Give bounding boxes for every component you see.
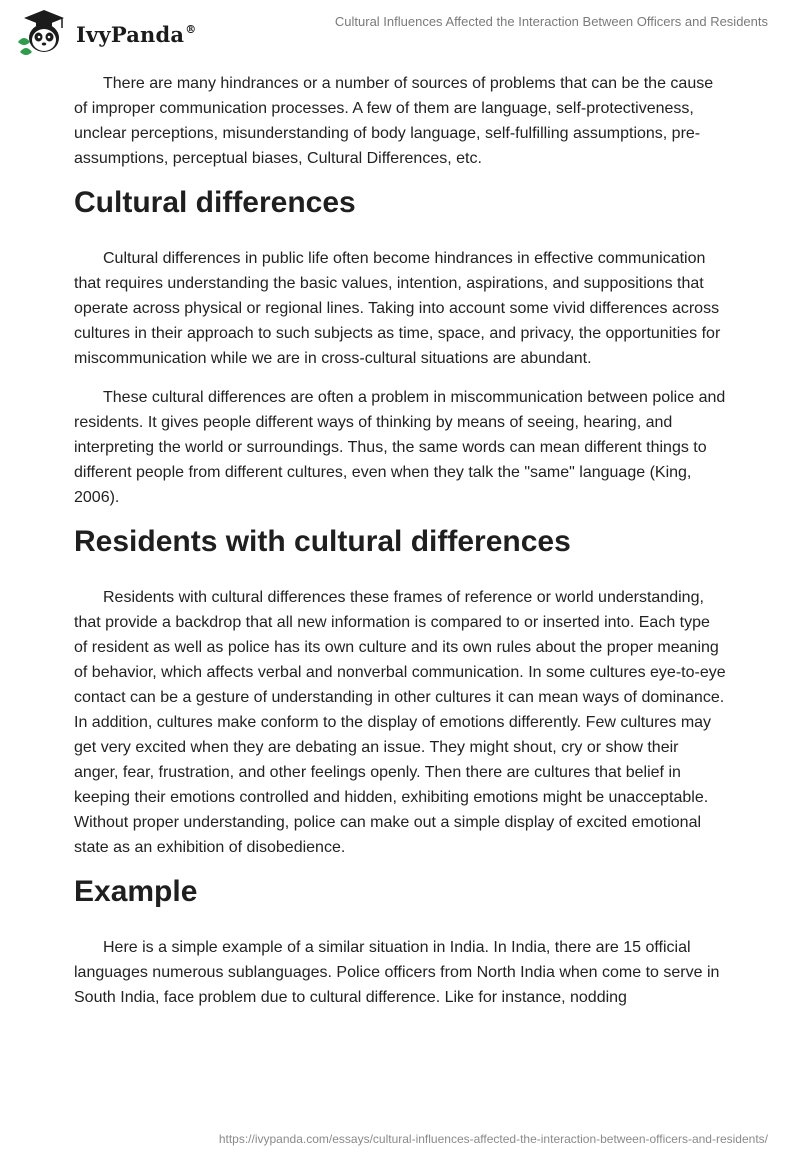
heading-cultural-differences: Cultural differences	[74, 186, 356, 219]
intro-paragraph: There are many hindrances or a number of sources of problems that can be the cause of improper communication processes. A few of them are language, self-protectiveness, unclear perceptions, misunderstanding of body language, self-fulfilling assumptions, pre- assumptions, perceptual biases, Cultural Differences, etc.	[74, 75, 714, 167]
heading-example: Example	[74, 875, 198, 908]
heading-residents: Residents with cultural differences	[74, 525, 571, 558]
cultural-paragraph-2: These cultural differences are often a problem in miscommunication between police and residents. It gives people different ways of thinking by means of seeing, hearing, and interpreting the world or surroundings. Thus, the same words can mean different things to different people from different cultures, even when they talk the "same" language (King, 2006).	[74, 389, 726, 506]
cultural-paragraph-1: Cultural differences in public life often become hindrances in effective communication that requires understanding the basic values, intention, aspirations, and suppositions that operate across physical or regional lines. Taking into account some vivid differences across cultures in their approach to such subjects as time, space, and privacy, the opportunities for miscommunication while we are in cross-cultural situations are abundant.	[74, 250, 721, 367]
example-paragraph: Here is a simple example of a similar situation in India. In India, there are 15 official languages numerous sublanguages. Police officers from North India when come to serve in South India, face problem due to cultural difference. Like for instance, nodding	[74, 939, 720, 1006]
page-header	[0, 0, 800, 64]
residents-paragraph: Residents with cultural differences these frames of reference or world understanding, that provide a backdrop that all new information is compared to or inserted into. Each type of resident as well as police has its own culture and its own rules about the proper meaning of behavior, which affects verbal and nonverbal communication. In some cultures eye-to-eye contact can be a gesture of understanding in other cultures it can mean ways of dominance. In addition, cultures make conform to the display of emotions differently. Few cultures may get very excited when they are debating an issue. They might shout, cry or show their anger, fear, frustration, and other feelings openly. Then there are cultures that belief in keeping their emotions controlled and hidden, exhibiting emotions might be unacceptable. Without proper understanding, police can make out a simple display of excited emotional state as an exhibition of disobedience.	[74, 589, 726, 856]
panda-logo-icon	[14, 8, 70, 58]
source-url[interactable]: https://ivypanda.com/essays/cultural-influences-affected-the-interaction-between-officers-and-residents/	[218, 1132, 768, 1146]
brand-name: IvyPanda®	[76, 21, 197, 47]
document-title: Cultural Influences Affected the Interaction Between Officers and Residents	[334, 14, 768, 29]
logo[interactable]	[14, 8, 196, 58]
article-body	[74, 71, 726, 1024]
